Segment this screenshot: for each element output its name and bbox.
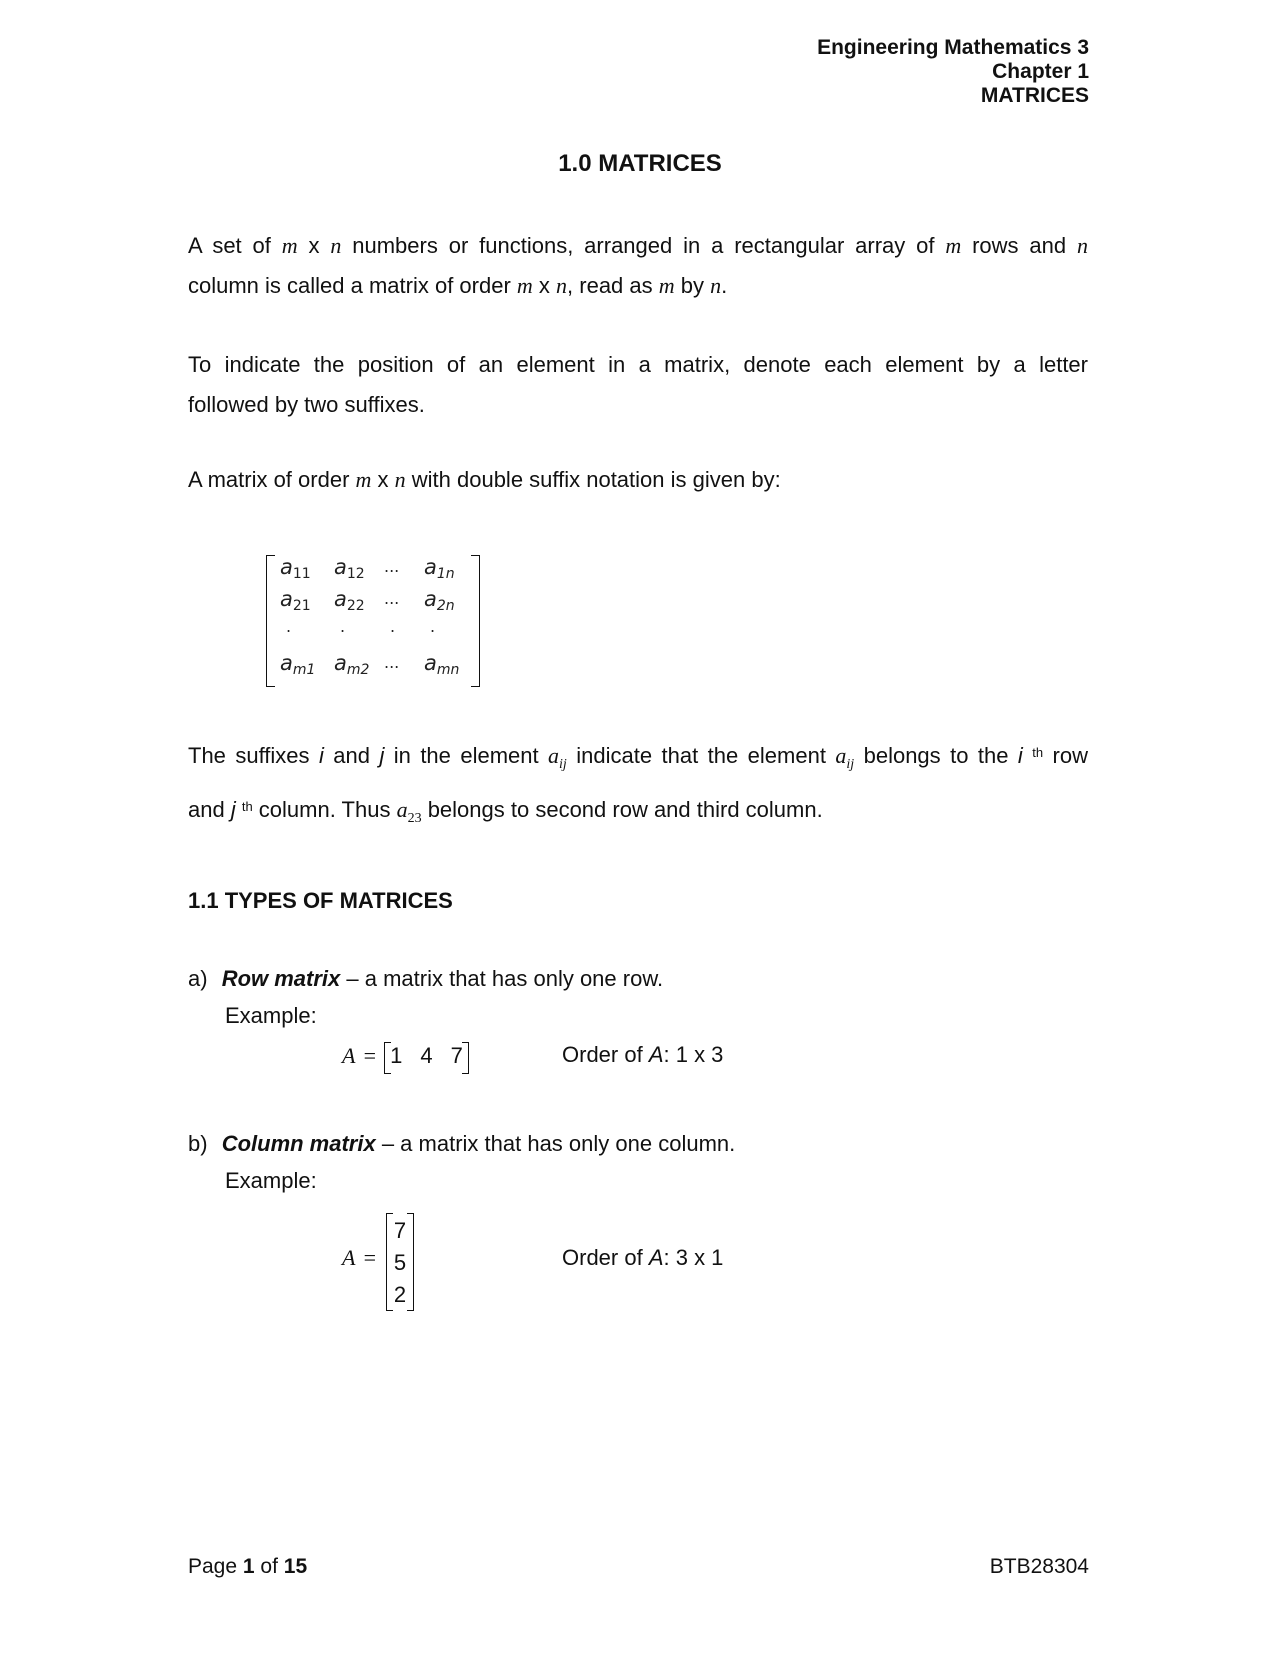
matrix-element: a22 [334,587,365,614]
item-marker: b) [188,1131,208,1156]
course-code: BTB28304 [989,1555,1089,1578]
matrix-ellipsis: ... [384,589,400,608]
row-matrix-item: a) Row matrix – a matrix that has only one row. [188,966,664,991]
column-matrix-name: A = [342,1245,376,1270]
suffix-line-1: The suffixes i and j in the element $a_{ij}$ indicate that the element $a_{ij}$ belongs to the i $^{th}$ row [188,743,1088,772]
column-matrix-values: 7 5 2 [386,1213,414,1311]
matrix-ellipsis: ... [384,653,400,672]
row-matrix-example: A = 1 4 7 [342,1042,469,1070]
matrix-element: am2 [334,651,370,678]
column-matrix-item: b) Column matrix – a matrix that has only one column. [188,1131,736,1156]
page-number: Page 1 of 15 [188,1555,308,1578]
row-matrix-values: 1 4 7 [384,1042,469,1070]
matrix-element: a1n [424,555,455,582]
position-paragraph [188,345,1088,425]
matrix-element: a2n [424,587,455,614]
section-heading: 1.1 TYPES OF MATRICES [188,888,453,913]
row-matrix-order: Order of A: 1 x 3 [562,1042,724,1067]
matrix-element: amn [424,651,460,678]
page-header [817,36,1089,108]
row-matrix-term: Row matrix [221,966,341,991]
matrix-ellipsis: . [286,617,292,636]
topic-label: MATRICES [980,84,1089,107]
intro-line-1: A set of m x n numbers or functions, arranged in a rectangular array of m rows and n [188,233,1088,258]
matrix-ellipsis: . [340,617,346,636]
page-title: 1.0 MATRICES [558,150,722,177]
matrix-ellipsis: ... [384,557,400,576]
row-matrix-example-label: Example: [225,1003,317,1028]
matrix-element: a21 [280,587,311,614]
matrix-right-bracket [471,555,480,687]
notation-paragraph: A matrix of order m x n with double suffix notation is given by: [188,467,781,492]
column-matrix-order: Order of A: 3 x 1 [562,1245,724,1270]
matrix-left-bracket [266,555,275,687]
intro-paragraph [188,226,1088,306]
position-line-2: followed by two suffixes. [188,392,425,417]
suffix-paragraph [188,742,1088,828]
suffix-line-2: and j $^{th}$ column. Thus $a_{23}$ belongs to second row and third column. [188,797,823,826]
matrix-ellipsis: . [430,617,436,636]
item-marker: a) [188,966,208,991]
general-matrix [266,555,480,687]
column-matrix-term: Column matrix [221,1131,376,1156]
column-matrix-example-label: Example: [225,1168,317,1193]
intro-line-2: column is called a matrix of order m x n, read as m by n. [188,273,728,298]
chapter-label: Chapter 1 [992,60,1089,83]
course-title: Engineering Mathematics 3 [817,36,1089,59]
position-line-1: To indicate the position of an element in a matrix, denote each element by a letter [188,352,1088,377]
matrix-element: a11 [280,555,311,582]
matrix-ellipsis: . [390,617,396,636]
matrix-element: a12 [334,555,365,582]
matrix-element: am1 [280,651,316,678]
